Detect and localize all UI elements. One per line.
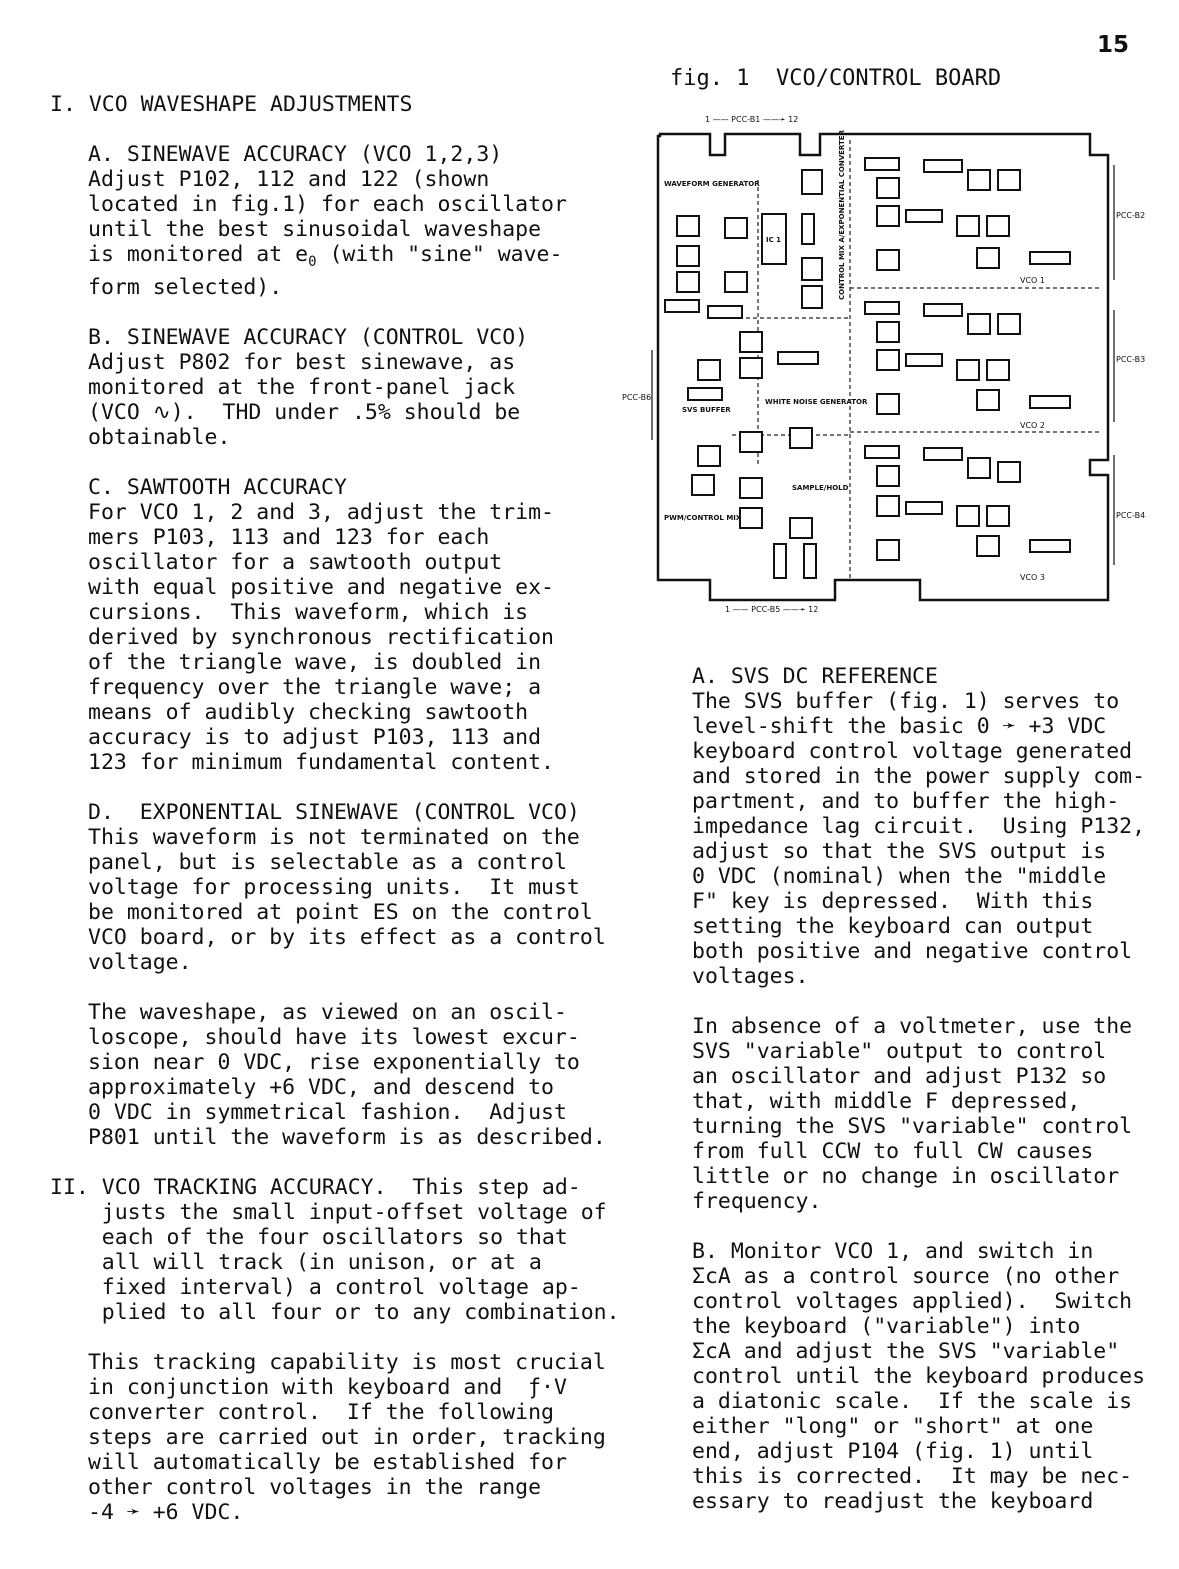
chip-a71: [877, 466, 899, 486]
text-line: fixed interval) a control voltage ap-: [50, 1275, 581, 1300]
label-vco1: VCO 1: [1020, 276, 1045, 285]
text-line: monitored at the front-panel jack: [88, 375, 516, 400]
text-line: derived by synchronous rectification: [88, 625, 554, 650]
text-line: from full CCW to full CW causes: [692, 1139, 1094, 1164]
text-line: panel, but is selectable as a control: [88, 850, 567, 875]
paragraph-waveshape: [50, 1000, 620, 1150]
label-sample-hold: SAMPLE/HOLD: [792, 484, 849, 492]
text-line: in conjunction with keyboard and ƒ·V: [88, 1375, 567, 1400]
text-line: adjust so that the SVS output is: [692, 839, 1107, 864]
text-line: VCO board, or by its effect as a control: [88, 925, 606, 950]
label-pcc-b4: PCC-B4: [1116, 511, 1146, 520]
chip-a77: [877, 540, 899, 560]
text-line: steps are carried out in order, tracking: [88, 1425, 606, 1450]
text-span: (with "sine" wave-: [316, 242, 563, 267]
text-line: frequency.: [692, 1189, 822, 1214]
chip-a97: [790, 518, 812, 538]
text-line: keyboard control voltage generated: [692, 739, 1133, 764]
text-line: F" key is depressed. With this: [692, 889, 1094, 914]
trimmer-p133: [774, 544, 786, 578]
chip-a52: [968, 170, 990, 190]
text-line: obtainable.: [88, 425, 231, 450]
text-line: will automatically be established for: [88, 1450, 567, 1475]
label-waveform-generator: WAVEFORM GENERATOR: [664, 180, 760, 188]
page-number: 15: [1097, 32, 1130, 58]
chip-a90: [698, 360, 720, 380]
text-line: voltage.: [88, 950, 192, 975]
chip-a83: [725, 218, 747, 238]
trimmer-p103: [906, 210, 942, 222]
trimmer-p101: [865, 158, 899, 170]
chip-a80: [802, 170, 822, 194]
text-line: essary to readjust the keyboard: [692, 1489, 1094, 1514]
text-line: be monitored at point ES on the control: [88, 900, 593, 925]
text-line: level-shift the basic 0 ➛ +3 VDC: [692, 714, 1107, 739]
text-line: 0 VDC (nominal) when the "middle: [692, 864, 1107, 889]
text-line: SVS "variable" output to control: [692, 1039, 1107, 1064]
chip-a81: [677, 216, 699, 236]
text-line: P801 until the waveform is as described.: [88, 1125, 606, 1150]
text-line: Adjust P802 for best sinewave, as: [88, 350, 516, 375]
text-line: ΣcA as a control source (no other: [692, 1264, 1120, 1289]
trimmer-p131: [778, 352, 818, 364]
text-line: -4 ➛ +6 VDC.: [88, 1500, 244, 1525]
chip-a84: [677, 272, 699, 292]
chip-a62: [968, 314, 990, 334]
chip-a65: [957, 360, 979, 380]
text-line: both positive and negative control: [692, 939, 1133, 964]
text-line: plied to all four or to any combination.: [50, 1300, 620, 1325]
text-line: of the triangle wave, is doubled in: [88, 650, 542, 675]
label-pcc-b1: 1 —— PCC-B1 ——➛ 12: [705, 115, 799, 124]
chip-a67: [877, 394, 899, 414]
text-line: form selected).: [88, 275, 283, 300]
text-line: voltage for processing units. It must: [88, 875, 580, 900]
text-line: A. SINEWAVE ACCURACY (VCO 1,2,3): [88, 142, 503, 167]
text-line: This tracking capability is most crucial: [88, 1350, 606, 1375]
chip-a92: [790, 428, 812, 448]
chip-a57: [877, 250, 899, 270]
text-line: that, with middle F depressed,: [692, 1089, 1081, 1114]
trimmer-p104: [1030, 252, 1070, 264]
text-line: voltages.: [692, 964, 809, 989]
text-line: ΣcA and adjust the SVS "variable": [692, 1339, 1120, 1364]
section-heading: I. VCO WAVESHAPE ADJUSTMENTS: [50, 92, 413, 117]
text-line: approximately +6 VDC, and descend to: [88, 1075, 554, 1100]
left-column: [50, 92, 620, 1525]
trimmer-p114: [1030, 396, 1070, 408]
chip-a72: [968, 458, 990, 478]
trimmer-p122: [924, 448, 962, 460]
paragraph-tracking-accuracy: [50, 1175, 620, 1325]
text-line: converter control. If the following: [88, 1400, 554, 1425]
chip-a94: [692, 475, 714, 495]
chip-a55: [957, 216, 979, 236]
trimmer-p130: [802, 214, 814, 244]
text-line: until the best sinusoidal waveshape: [88, 217, 542, 242]
chip-a82: [677, 246, 699, 266]
chip-a88: [740, 332, 762, 352]
trimmer-p121: [865, 446, 899, 458]
chip-a89: [740, 358, 762, 378]
text-line: This waveform is not terminated on the: [88, 825, 580, 850]
text-line: D. EXPONENTIAL SINEWAVE (CONTROL VCO): [88, 800, 580, 825]
paragraph-voltmeter-absence: [692, 1014, 1145, 1214]
chip-a93: [698, 446, 720, 466]
label-white-noise: WHITE NOISE GENERATOR: [765, 398, 868, 406]
text-line: sion near 0 VDC, rise exponentially to: [88, 1050, 580, 1075]
text-line: setting the keyboard can output: [692, 914, 1094, 939]
paragraph-svs-dc-reference: [692, 664, 1145, 989]
text-line: The SVS buffer (fig. 1) serves to: [692, 689, 1120, 714]
chip-a68: [977, 390, 999, 410]
paragraph-sawtooth: [50, 475, 620, 775]
text-line: Adjust P102, 112 and 122 (shown: [88, 167, 490, 192]
text-line: means of audibly checking sawtooth: [88, 700, 529, 725]
text-line: 0 VDC in symmetrical fashion. Adjust: [88, 1100, 567, 1125]
text-line: 123 for minimum fundamental content.: [88, 750, 554, 775]
label-vco3: VCO 3: [1020, 573, 1045, 582]
text-line: frequency over the triangle wave; a: [88, 675, 542, 700]
text-line: either "long" or "short" at one: [692, 1414, 1094, 1439]
text-line: B. SINEWAVE ACCURACY (CONTROL VCO): [88, 325, 529, 350]
label-vco2: VCO 2: [1020, 421, 1045, 430]
label-pcc-b2: PCC-B2: [1116, 211, 1146, 220]
text-line: the keyboard ("variable") into: [692, 1314, 1081, 1339]
chip-a76: [987, 506, 1009, 526]
label-pcc-b5: 1 —— PCC-B5 ——➛ 12: [725, 605, 819, 614]
chip-a85: [725, 272, 747, 292]
text-line: For VCO 1, 2 and 3, adjust the trim-: [88, 500, 554, 525]
text-line: located in fig.1) for each oscillator: [88, 192, 567, 217]
right-column: [692, 664, 1145, 1514]
chip-a54: [877, 206, 899, 226]
text-span: is monitored at e: [88, 242, 309, 267]
label-ic1: IC 1: [766, 236, 782, 244]
trimmer-p123: [906, 502, 942, 514]
label-pwm-control: PWM/CONTROL MIX: [664, 514, 742, 522]
chip-a63: [998, 314, 1020, 334]
trimmer-p141: [665, 300, 699, 312]
paragraph-sinewave-accuracy: [50, 142, 620, 300]
text-line: with equal positive and negative ex-: [88, 575, 554, 600]
chip-a91: [740, 432, 762, 452]
text-line: cursions. This waveform, which is: [88, 600, 529, 625]
label-control-mix: CONTROL MIX A/EXPONENTIAL CONVERTER: [838, 130, 846, 300]
trimmer-p132: [688, 388, 722, 400]
text-line: justs the small input-offset voltage of: [50, 1200, 607, 1225]
chip-a58: [977, 248, 999, 268]
text-line: accuracy is to adjust P103, 113 and: [88, 725, 542, 750]
text-line: other control voltages in the range: [88, 1475, 542, 1500]
trimmer-p124: [1030, 540, 1070, 552]
text-line: loscope, should have its lowest excur-: [88, 1025, 580, 1050]
text-line: C. SAWTOOTH ACCURACY: [88, 475, 347, 500]
label-pcc-b3: PCC-B3: [1116, 355, 1146, 364]
text-line: and stored in the power supply com-: [692, 764, 1146, 789]
chip-a73: [998, 462, 1020, 482]
trimmer-p134: [804, 544, 816, 578]
text-line: all will track (in unison, or at a: [50, 1250, 542, 1275]
chip-a78: [977, 536, 999, 556]
text-line: a diatonic scale. If the scale is: [692, 1389, 1133, 1414]
figure-title: fig. 1 VCO/CONTROL BOARD: [670, 66, 1002, 91]
chip-a56: [987, 216, 1009, 236]
paragraph-tracking-capability: [50, 1350, 620, 1525]
chip-a61: [877, 322, 899, 342]
text-line: impedance lag circuit. Using P132,: [692, 814, 1146, 839]
chip-a75: [957, 506, 979, 526]
text-line: mers P103, 113 and 123 for each: [88, 525, 490, 550]
chip-a66: [987, 360, 1009, 380]
trimmer-p102: [924, 160, 962, 172]
paragraph-monitor-vco1: [692, 1239, 1145, 1514]
paragraph-control-vco: [50, 325, 620, 450]
chip-a74: [877, 496, 899, 516]
subscript: 0: [308, 254, 317, 270]
text-line: oscillator for a sawtooth output: [88, 550, 503, 575]
trimmer-p113: [906, 354, 942, 366]
text-line: this is corrected. It may be nec-: [692, 1464, 1133, 1489]
text-line: [88, 242, 620, 275]
chip-a53: [998, 170, 1020, 190]
text-line: an oscillator and adjust P132 so: [692, 1064, 1107, 1089]
text-line: control voltages applied). Switch: [692, 1289, 1133, 1314]
text-line: end, adjust P104 (fig. 1) until: [692, 1439, 1094, 1464]
chip-a95: [740, 478, 762, 498]
text-line: In absence of a voltmeter, use the: [692, 1014, 1133, 1039]
text-line: control until the keyboard produces: [692, 1364, 1146, 1389]
text-line: The waveshape, as viewed on an oscil-: [88, 1000, 567, 1025]
text-line: B. Monitor VCO 1, and switch in: [692, 1239, 1094, 1264]
chip-a64: [877, 350, 899, 370]
paragraph-exponential: [50, 800, 620, 975]
text-line: A. SVS DC REFERENCE: [692, 664, 938, 689]
label-pcc-b6: PCC-B6: [622, 393, 652, 402]
chip-a96: [740, 508, 762, 528]
trimmer-p111: [865, 302, 899, 314]
vco-control-board-diagram: [620, 110, 1160, 620]
chip-a86: [802, 258, 822, 280]
text-line: partment, and to buffer the high-: [692, 789, 1120, 814]
text-line: (VCO ∿). THD under .5% should be: [88, 400, 521, 425]
text-line: little or no change in oscillator: [692, 1164, 1120, 1189]
text-line: turning the SVS "variable" control: [692, 1114, 1133, 1139]
chip-a51: [877, 178, 899, 198]
trimmer-p140: [708, 306, 742, 318]
trimmer-p112: [924, 304, 962, 316]
chip-a87: [802, 286, 822, 308]
text-line: each of the four oscillators so that: [50, 1225, 568, 1250]
label-svs-buffer: SVS BUFFER: [682, 406, 731, 414]
text-line: II. VCO TRACKING ACCURACY. This step ad-: [50, 1175, 581, 1200]
